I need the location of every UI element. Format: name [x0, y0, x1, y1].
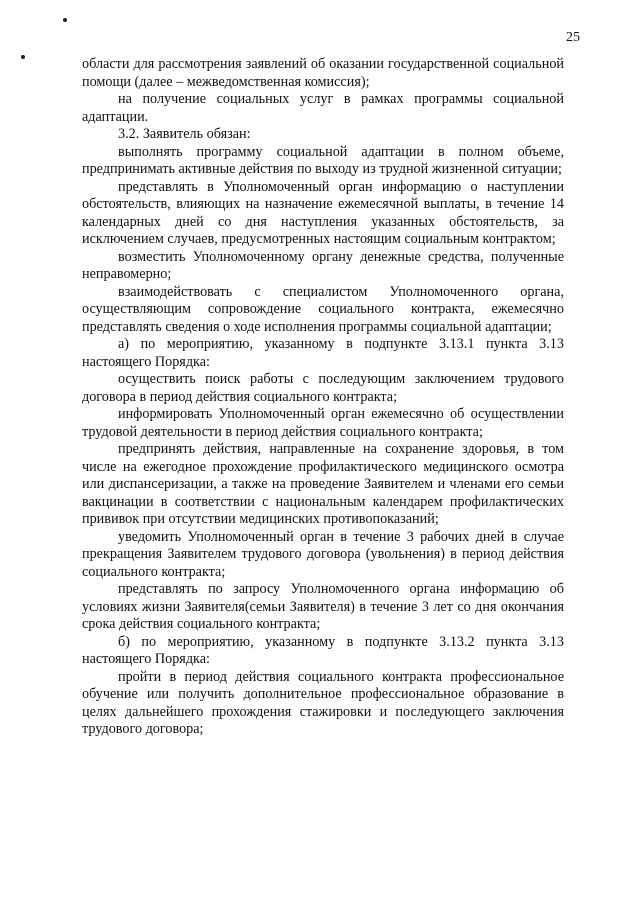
margin-dot-bottom [21, 55, 25, 59]
paragraph-cooperate: взаимодействовать с специалистом Уполномоченного органа, осуществляющим сопровождение социального контракта, ежемесячно представлять сведения о ходе исполнения программы социальной адаптации; [82, 283, 564, 335]
paragraph-living-conditions: представлять по запросу Уполномоченного органа информацию об условиях жизни Заявителя(семьи Заявителя) в течение 3 лет со дня окончания срока действия социального контракта; [82, 581, 564, 632]
section-heading-3-2: 3.2. Заявитель обязан: [118, 126, 251, 142]
paragraph-adaptation-program: выполнять программу социальной адаптации в полном объеме, предпринимать активные действия по выходу из трудной жизненной ситуации; [82, 143, 564, 177]
paragraph-item-a: а) по мероприятию, указанному в подпункте 3.13.1 пункта 3.13 настоящего Порядка: [82, 336, 564, 370]
paragraph-report-circumstances: представлять в Уполномоченный орган информацию о наступлении обстоятельств, влияющих на назначение ежемесячной выплаты, в течение 14 календарных дней со дня наступления указанных обстоятельств, за исключением случаев, предусмотренных настоящим социальным контрактом; [82, 178, 564, 247]
page-number: 25 [566, 30, 580, 45]
paragraph-job-search: осуществить поиск работы с последующим заключением трудового договора в период действия социального контракта; [82, 371, 564, 405]
paragraph-notify-dismissal: уведомить Уполномоченный орган в течение 3 рабочих дней в случае прекращения Заявителем трудового договора (увольнения) в период действия социального контракта; [82, 528, 564, 580]
paragraph-commission: области для рассмотрения заявлений об оказании государственной социальной помощи (далее – межведомственная комиссия); [82, 56, 564, 90]
paragraph-inform-monthly: информировать Уполномоченный орган ежемесячно об осуществлении трудовой деятельности в период действия социального контракта; [82, 406, 564, 440]
paragraph-item-b: б) по мероприятию, указанному в подпункте 3.13.2 пункта 3.13 настоящего Порядка: [82, 633, 564, 667]
margin-dot-top [63, 18, 67, 22]
paragraph-health: предпринять действия, направленные на сохранение здоровья, в том числе на ежегодное прохождение профилактического медицинского осмотра или диспансеризации, а также на проведение Заявителем и членами его семьи вакцинации в соответствии с национальным календарем профилактических прививок при отсутствии медицинских противопоказаний; [82, 441, 564, 527]
paragraph-social-services: на получение социальных услуг в рамках программы социальной адаптации. [82, 91, 564, 125]
paragraph-training: пройти в период действия социального контракта профессиональное обучение или получить дополнительное профессиональное образование в целях дальнейшего прохождения стажировки и последующего заключения трудового договора; [82, 668, 564, 737]
document-body [82, 56, 564, 739]
paragraph-refund: возместить Уполномоченному органу денежные средства, полученные неправомерно; [82, 248, 564, 282]
